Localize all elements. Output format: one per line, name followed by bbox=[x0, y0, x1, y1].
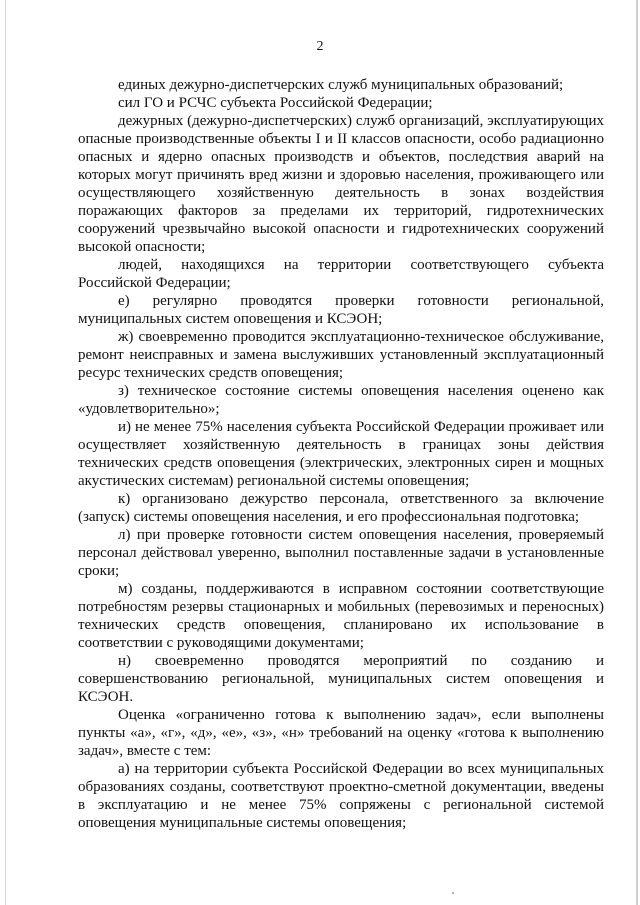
document-body bbox=[78, 76, 604, 832]
paragraph: людей, находящихся на территории соответствующего субъекта Российской Федерации; bbox=[78, 257, 604, 291]
paragraph: единых дежурно-диспетчерских служб муниципальных образований; bbox=[118, 77, 564, 93]
paragraph: л) при проверке готовности систем оповещения населения, проверяемый персонал действовал уверенно, выполнил поставленные задачи в установленные сроки; bbox=[78, 527, 604, 579]
paragraph: сил ГО и РСЧС субъекта Российской Федерации; bbox=[118, 95, 433, 111]
scan-speck bbox=[452, 892, 454, 894]
page-number: 2 bbox=[316, 39, 324, 54]
paragraph: ж) своевременно проводится эксплуатационно-техническое обслуживание, ремонт неисправных и замена выслуживших установленный эксплуатационный ресурс технических средств оповещения; bbox=[78, 329, 604, 381]
paragraph: к) организовано дежурство персонала, ответственного за включение (запуск) системы оповещения населения, и его профессиональная подготовка; bbox=[78, 491, 604, 525]
paragraph: дежурных (дежурно-диспетчерских) служб организаций, эксплуатирующих опасные производственные объекты I и II классов опасности, особо радиационно опасных и ядерно опасных производств и объектов, последствия аварий на которых могут причинять вред жизни и здоровью населения, проживающего или осуществляющего хозяйственную деятельность в зонах воздействия поражающих факторов за пределами их территорий, гидротехнических сооружений чрезвычайно высокой опасности и гидротехнических сооружений высокой опасности; bbox=[78, 113, 604, 255]
paragraph: и) не менее 75% населения субъекта Российской Федерации проживает или осуществляет хозяйственную деятельность в границах зоны действия технических средств оповещения (электрических, электронных сирен и мощных акустических системам) региональной системы оповещения; bbox=[78, 419, 604, 489]
paragraph: м) созданы, поддерживаются в исправном состоянии соответствующие потребностям резервы стационарных и мобильных (перевозимых и переносных) технических средств оповещения, спланировано их использование в соответствии с руководящими документами; bbox=[78, 581, 604, 651]
paragraph: н) своевременно проводятся мероприятий по созданию и совершенствованию региональной, муниципальных систем оповещения и КСЭОН. bbox=[78, 653, 604, 705]
paragraph: е) регулярно проводятся проверки готовности региональной, муниципальных систем оповещения и КСЭОН; bbox=[78, 293, 604, 327]
scan-edge-right bbox=[636, 0, 638, 905]
paragraph: Оценка «ограниченно готова к выполнению задач», если выполнены пункты «а», «г», «д», «е», «з», «н» требований на оценку «готова к выполнению задач», вместе с тем: bbox=[78, 707, 604, 759]
scan-edge-left bbox=[5, 0, 6, 905]
paragraph: а) на территории субъекта Российской Федерации во всех муниципальных образованиях созданы, соответствуют проектно-сметной документации, введены в эксплуатацию и не менее 75% сопряжены с региональной системой оповещения муниципальные системы оповещения; bbox=[78, 761, 604, 831]
paragraph: з) техническое состояние системы оповещения населения оценено как «удовлетворительно»; bbox=[78, 383, 604, 417]
